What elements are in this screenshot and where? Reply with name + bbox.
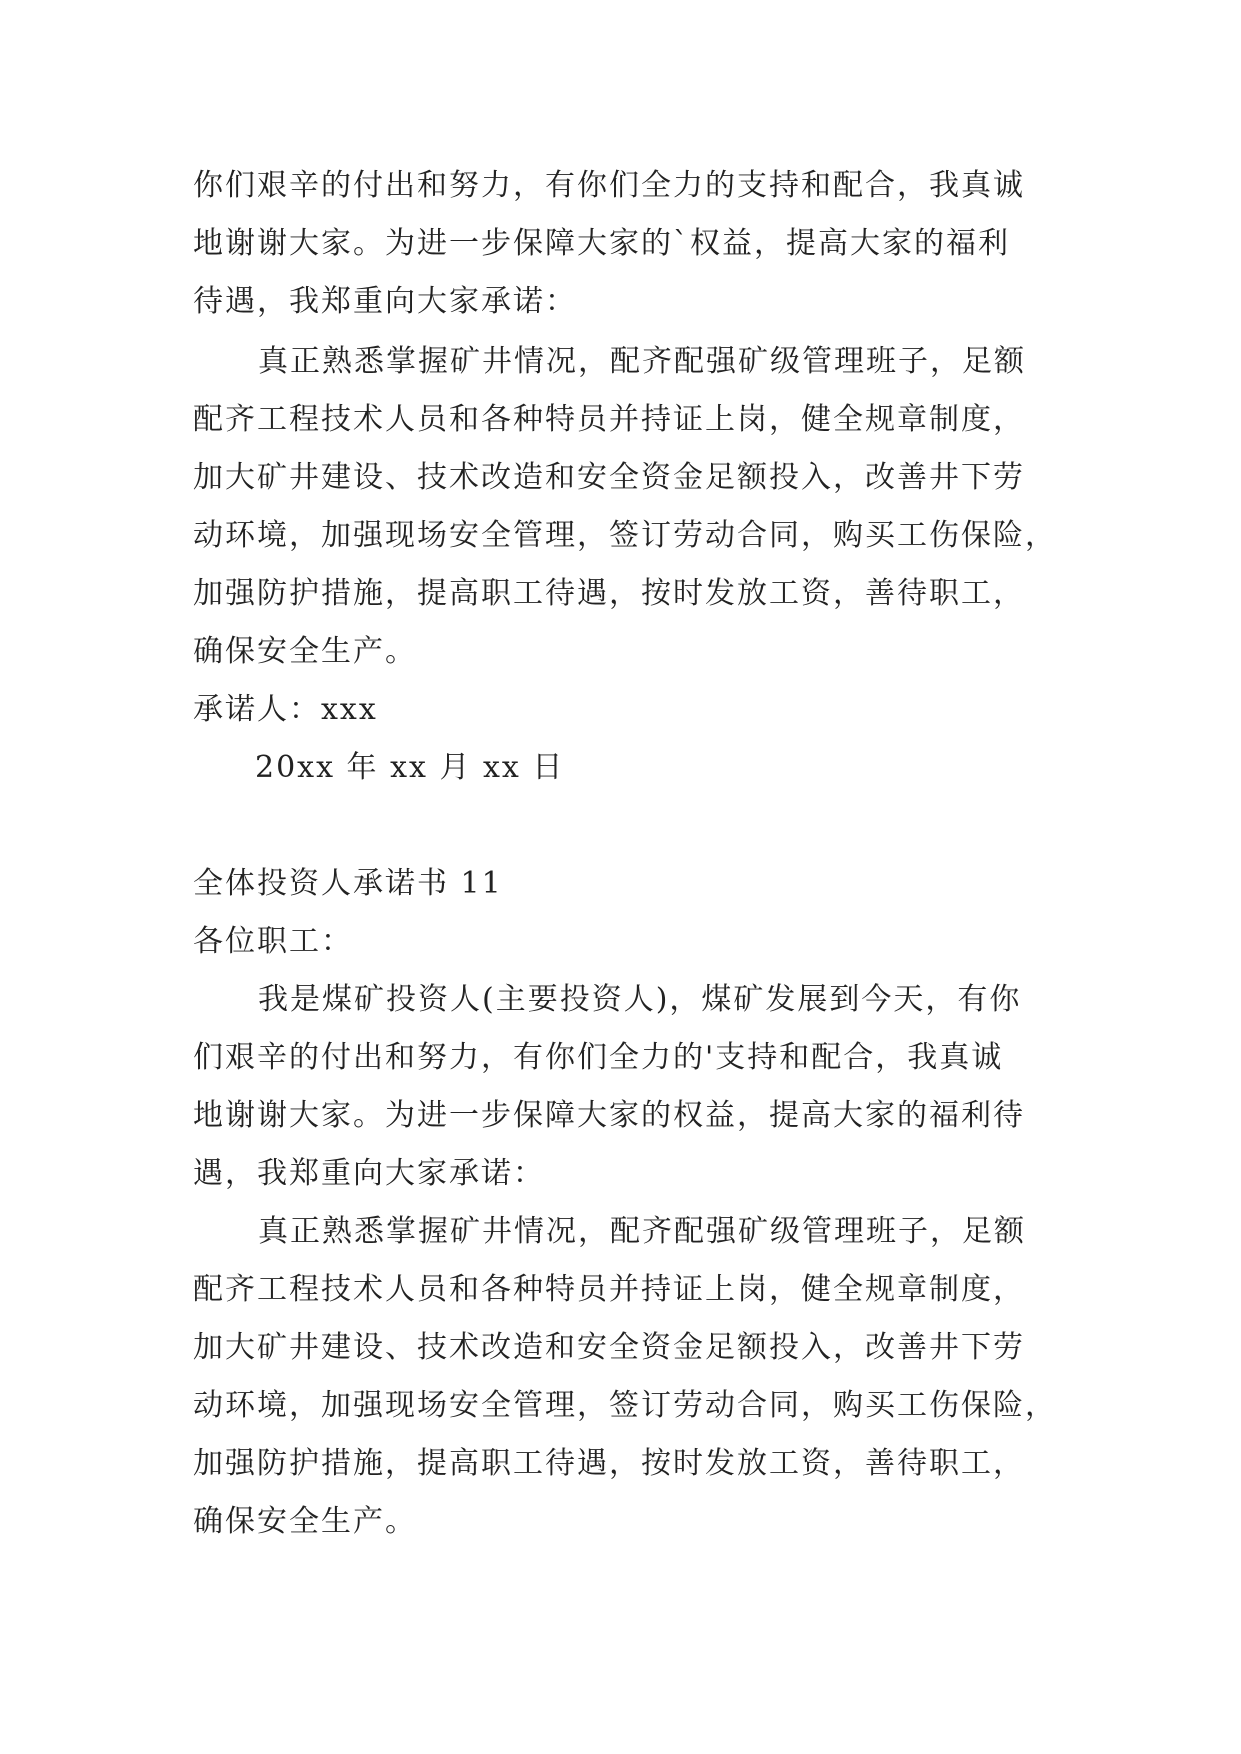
paragraph-line: 动环境，加强现场安全管理，签订劳动合同，购买工伤保险， — [193, 518, 1057, 553]
paragraph-line: 配齐工程技术人员和各种特员并持证上岗，健全规章制度， — [193, 402, 1025, 437]
paragraph-line: 真正熟悉掌握矿井情况，配齐配强矿级管理班子，足额 — [258, 1214, 1026, 1249]
paragraph-line: 加大矿井建设、技术改造和安全资金足额投入，改善井下劳 — [193, 460, 1025, 495]
paragraph-line: 配齐工程技术人员和各种特员并持证上岗，健全规章制度， — [193, 1272, 1025, 1307]
paragraph-line: 你们艰辛的付出和努力，有你们全力的支持和配合，我真诚 — [193, 168, 1025, 203]
paragraph-line: 动环境，加强现场安全管理，签订劳动合同，购买工伤保险， — [193, 1388, 1057, 1423]
paragraph-line: 加强防护措施，提高职工待遇，按时发放工资，善待职工， — [193, 1446, 1025, 1481]
signer-line: 承诺人：xxx — [193, 692, 378, 727]
section-title: 全体投资人承诺书 11 — [193, 866, 503, 901]
paragraph-line: 待遇，我郑重向大家承诺： — [193, 284, 577, 319]
paragraph-line: 们艰辛的付出和努力，有你们全力的'支持和配合，我真诚 — [193, 1040, 1004, 1075]
paragraph-line: 加强防护措施，提高职工待遇，按时发放工资，善待职工， — [193, 576, 1025, 611]
paragraph-line: 地谢谢大家。为进一步保障大家的`权益，提高大家的福利 — [193, 226, 1010, 261]
paragraph-line: 遇，我郑重向大家承诺： — [193, 1156, 545, 1191]
paragraph-line: 加大矿井建设、技术改造和安全资金足额投入，改善井下劳 — [193, 1330, 1025, 1365]
date-line: 20xx 年 xx 月 xx 日 — [255, 750, 565, 785]
paragraph-line: 确保安全生产。 — [193, 1504, 417, 1539]
paragraph-line: 地谢谢大家。为进一步保障大家的权益，提高大家的福利待 — [193, 1098, 1025, 1133]
salutation: 各位职工： — [193, 924, 353, 959]
paragraph-line: 我是煤矿投资人(主要投资人)，煤矿发展到今天，有你 — [258, 982, 1022, 1017]
paragraph-line: 确保安全生产。 — [193, 634, 417, 669]
paragraph-line: 真正熟悉掌握矿井情况，配齐配强矿级管理班子，足额 — [258, 344, 1026, 379]
